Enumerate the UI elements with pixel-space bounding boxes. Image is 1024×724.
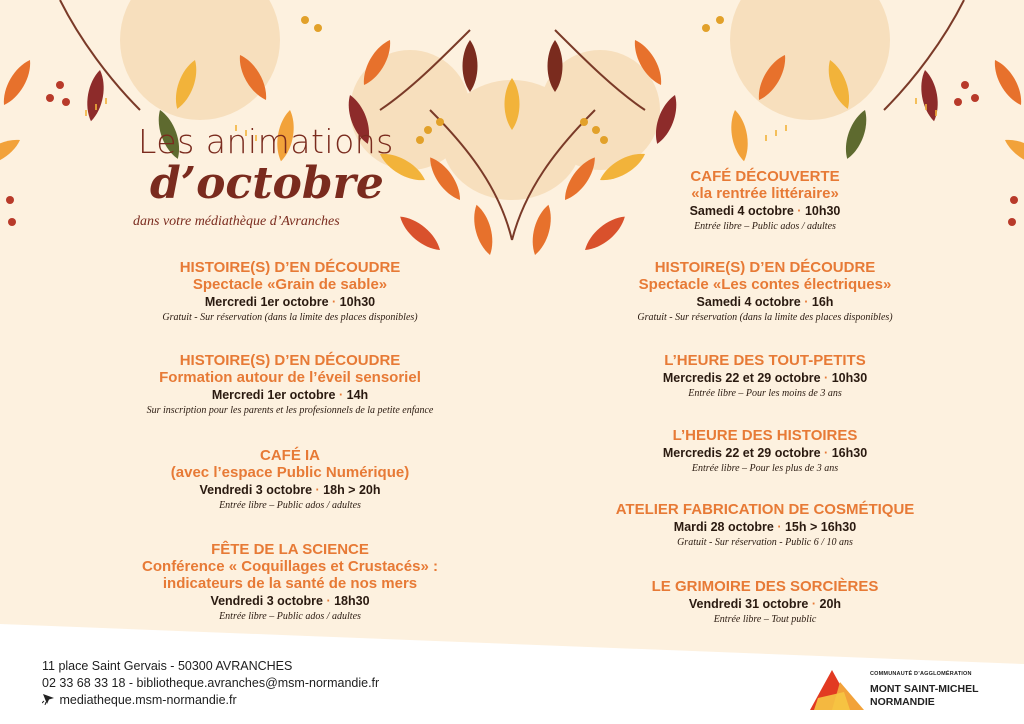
event-subheading: Formation autour de l’éveil sensoriel: [159, 369, 421, 386]
event-note: Gratuit - Sur réservation (dans la limite des places disponibles): [637, 312, 893, 323]
event-heading: L’HEURE DES HISTOIRES: [672, 427, 858, 444]
event-time: 10h30: [831, 371, 868, 385]
event-note: Entrée libre – Pour les moins de 3 ans: [688, 388, 842, 399]
event-datetime: Samedi 4 octobre · 10h30: [689, 204, 841, 218]
event-date: Samedi 4 octobre: [689, 204, 794, 218]
event-datetime: Mercredis 22 et 29 octobre · 10h30: [662, 371, 868, 385]
blob-shape: [730, 0, 890, 120]
event-time: 15h > 16h30: [784, 520, 857, 534]
event-card: [80, 447, 500, 512]
event-date: Vendredi 3 octobre: [210, 594, 323, 608]
event-time: 10h30: [804, 204, 841, 218]
event-subheading: Spectacle «Grain de sable»: [192, 276, 388, 293]
event-card: [555, 427, 975, 475]
event-card: [555, 352, 975, 400]
event-datetime: Mercredi 1er octobre · 10h30: [204, 295, 376, 309]
event-heading: HISTOIRE(S) D’EN DÉCOUDRE: [179, 352, 401, 369]
footer-contact[interactable]: 02 33 68 33 18 - bibliotheque.avranches@msm-normandie.fr: [42, 676, 380, 690]
event-note: Entrée libre – Public ados / adultes: [219, 500, 361, 511]
event-subheading: «la rentrée littéraire»: [691, 185, 839, 202]
event-datetime: Vendredi 31 octobre · 20h: [688, 597, 842, 611]
subtitle: dans votre médiathèque d’Avranches: [133, 214, 340, 229]
event-heading: FÊTE DE LA SCIENCE: [211, 541, 369, 558]
event-card: [555, 578, 975, 626]
event-datetime: Vendredi 3 octobre · 18h > 20h: [199, 483, 381, 497]
title-line-1: Les animations: [138, 122, 394, 161]
event-subheading: Conférence « Coquillages et Crustacés» :: [142, 558, 438, 575]
event-note: Entrée libre – Public ados / adultes: [694, 221, 836, 232]
event-datetime: Mercredi 1er octobre · 14h: [211, 388, 369, 402]
event-note: Gratuit - Sur réservation (dans la limite des places disponibles): [162, 312, 418, 323]
event-card: [80, 541, 500, 623]
event-card: [80, 352, 500, 417]
event-time: 20h: [819, 597, 842, 611]
event-time: 16h: [811, 295, 834, 309]
event-time: 10h30: [339, 295, 376, 309]
event-heading: ATELIER FABRICATION DE COSMÉTIQUE: [615, 501, 915, 518]
event-time: 16h30: [831, 446, 868, 460]
event-heading: CAFÉ DÉCOUVERTE: [690, 168, 840, 185]
title-line-2: d’octobre: [150, 158, 384, 209]
event-subheading-2: indicateurs de la santé de nos mers: [162, 575, 418, 592]
event-card: [555, 168, 975, 233]
footer-website[interactable]: mediatheque.msm-normandie.fr: [59, 693, 237, 707]
event-date: Mercredis 22 et 29 octobre: [662, 446, 821, 460]
event-date: Samedi 4 octobre: [696, 295, 801, 309]
event-datetime: Mercredis 22 et 29 octobre · 16h30: [662, 446, 868, 460]
event-card: [80, 259, 500, 324]
event-note: Entrée libre – Tout public: [713, 614, 817, 625]
logo-line-1: COMMUNAUTÉ D’AGGLOMÉRATION: [870, 671, 972, 677]
event-date: Mercredi 1er octobre: [204, 295, 329, 309]
footer-website-row: [42, 693, 237, 707]
event-heading: LE GRIMOIRE DES SORCIÈRES: [651, 578, 879, 595]
event-card: [555, 501, 975, 549]
event-date: Mardi 28 octobre: [673, 520, 774, 534]
event-note: Entrée libre – Pour les plus de 3 ans: [691, 463, 839, 474]
event-note: Sur inscription pour les parents et les profesionnels de la petite enfance: [146, 405, 434, 416]
event-subheading: (avec l’espace Public Numérique): [170, 464, 410, 481]
event-note: Gratuit - Sur réservation - Public 6 / 10 ans: [677, 537, 853, 548]
event-date: Vendredi 31 octobre: [688, 597, 809, 611]
event-time: 18h30: [334, 594, 370, 608]
event-subheading: Spectacle «Les contes électriques»: [638, 276, 892, 293]
event-note: Entrée libre – Public ados / adultes: [219, 611, 361, 622]
event-time: 18h > 20h: [323, 483, 381, 497]
event-datetime: Mardi 28 octobre · 15h > 16h30: [673, 520, 857, 534]
event-heading: HISTOIRE(S) D’EN DÉCOUDRE: [179, 259, 401, 276]
event-heading: CAFÉ IA: [260, 447, 320, 464]
mountain-logo-icon: [810, 668, 866, 713]
event-heading: L’HEURE DES TOUT-PETITS: [664, 352, 866, 369]
event-card: [555, 259, 975, 324]
msm-normandie-logo: [810, 668, 1000, 713]
event-date: Vendredi 3 octobre: [199, 483, 313, 497]
logo-line-2: MONT SAINT-MICHEL: [870, 683, 979, 695]
event-date: Mercredis 22 et 29 octobre: [662, 371, 821, 385]
blob-shape: [120, 0, 280, 120]
cursor-icon: [42, 693, 56, 705]
event-datetime: Samedi 4 octobre · 16h: [696, 295, 834, 309]
event-time: 14h: [346, 388, 369, 402]
footer-address: 11 place Saint Gervais - 50300 AVRANCHES: [42, 659, 293, 673]
logo-line-3: NORMANDIE: [870, 696, 935, 708]
event-datetime: Vendredi 3 octobre · 18h30: [210, 594, 370, 608]
event-date: Mercredi 1er octobre: [211, 388, 336, 402]
event-heading: HISTOIRE(S) D’EN DÉCOUDRE: [654, 259, 876, 276]
